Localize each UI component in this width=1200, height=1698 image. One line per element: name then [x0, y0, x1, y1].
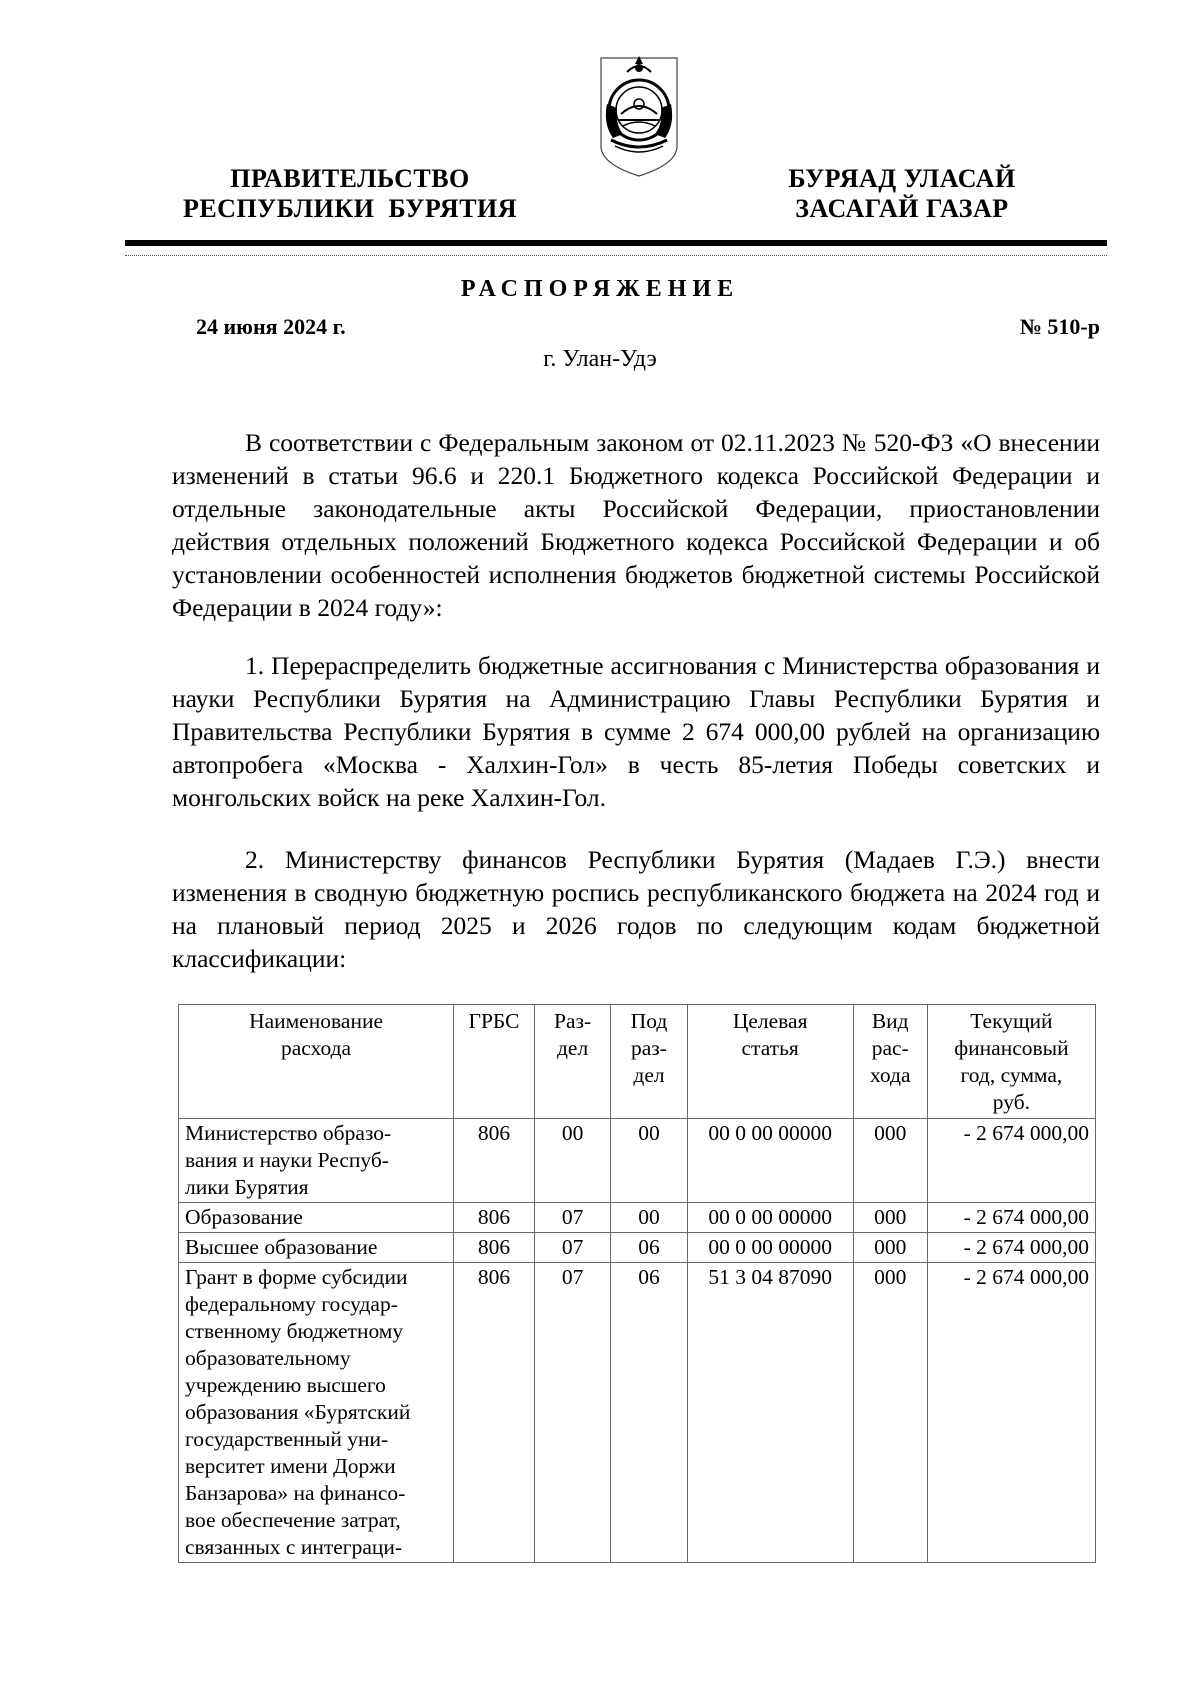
- cell-grbs: 806: [454, 1203, 535, 1233]
- cell-podrazdel: 00: [611, 1203, 687, 1233]
- document-place: г. Улан-Удэ: [543, 346, 657, 372]
- header-summa: Текущий финансовый год, сумма, руб.: [927, 1005, 1095, 1119]
- table-row: [179, 1203, 1096, 1233]
- preamble-paragraph: В соответствии с Федеральным законом от 02.11.2023 № 520-ФЗ «О внесении изменений в статьи 96.6 и 220.1 Бюджетного кодекса Российской Федерации и отдельные законодательные акты Российской Федерации, приостановлении действия отдельных положений Бюджетного кодекса Российской Федерации и об установлении особенностей исполнения бюджетов бюджетной системы Российской Федерации в 2024 году»:: [172, 428, 1100, 622]
- header-divider: [125, 240, 1107, 246]
- cell-name: Образование: [179, 1203, 454, 1233]
- cell-name: Министерство образо-вания и науки Респуб-лики Бурятия: [179, 1119, 454, 1203]
- table-row: [179, 1233, 1096, 1263]
- header-grbs: ГРБС: [454, 1005, 535, 1119]
- organization-name-ru-line1: ПРАВИТЕЛЬСТВО: [230, 164, 470, 193]
- cell-vid: 000: [853, 1233, 927, 1263]
- table-row: [179, 1263, 1096, 1563]
- cell-vid: 000: [853, 1119, 927, 1203]
- document-number: № 510-р: [1019, 314, 1100, 339]
- cell-grbs: 806: [454, 1263, 535, 1563]
- header-divider-thin: [125, 255, 1107, 256]
- cell-podrazdel: 06: [611, 1263, 687, 1563]
- organization-name-ru: [160, 164, 540, 224]
- organization-name-ru-line2: РЕСПУБЛИКИ БУРЯТИЯ: [182, 194, 518, 223]
- cell-grbs: 806: [454, 1233, 535, 1263]
- table-row: [179, 1119, 1096, 1203]
- cell-vid: 000: [853, 1263, 927, 1563]
- coat-of-arms-icon: [597, 54, 681, 178]
- cell-name: Высшее образование: [179, 1233, 454, 1263]
- header-razdel: Раз-дел: [534, 1005, 610, 1119]
- organization-name-bua-line1: БУРЯАД УЛАСАЙ: [788, 164, 1016, 193]
- table-header-row: [179, 1005, 1096, 1119]
- cell-podrazdel: 06: [611, 1233, 687, 1263]
- cell-summa: - 2 674 000,00: [927, 1119, 1095, 1203]
- cell-statya: 00 0 00 00000: [687, 1119, 853, 1203]
- cell-grbs: 806: [454, 1119, 535, 1203]
- cell-statya: 51 3 04 87090: [687, 1263, 853, 1563]
- cell-razdel: 07: [534, 1263, 610, 1563]
- cell-summa: - 2 674 000,00: [927, 1203, 1095, 1233]
- cell-name: Грант в форме субсидии федеральному государ-ственному бюджетному образовательному учреждению высшего образования «Бурятский государственный уни-верситет имени Доржи Банзарова» на финансо-вое обеспечение затрат, связанных с интеграци-: [179, 1263, 454, 1563]
- cell-vid: 000: [853, 1203, 927, 1233]
- header-statya: Целевая статья: [687, 1005, 853, 1119]
- cell-razdel: 07: [534, 1233, 610, 1263]
- item-1-paragraph: 1. Перераспределить бюджетные ассигнования с Министерства образования и науки Республики Бурятия на Администрацию Главы Республики Бурятия и Правительства Республики Бурятия в сумме 2 674 000,00 рублей на организацию автопробега «Москва - Халхин-Гол» в честь 85-летия Победы советских и монгольских войск на реке Халхин-Гол.: [172, 651, 1100, 812]
- budget-classification-table: [178, 1004, 1096, 1563]
- cell-razdel: 00: [534, 1119, 610, 1203]
- cell-statya: 00 0 00 00000: [687, 1233, 853, 1263]
- document-type: РАСПОРЯЖЕНИЕ: [460, 276, 740, 302]
- cell-statya: 00 0 00 00000: [687, 1203, 853, 1233]
- cell-summa: - 2 674 000,00: [927, 1263, 1095, 1563]
- organization-name-bua-line2: ЗАСАГАЙ ГАЗАР: [795, 194, 1009, 223]
- cell-razdel: 07: [534, 1203, 610, 1233]
- organization-name-bua: [752, 164, 1052, 224]
- document-date: 24 июня 2024 г.: [196, 314, 346, 339]
- header-name: Наименование расхода: [179, 1005, 454, 1119]
- cell-podrazdel: 00: [611, 1119, 687, 1203]
- item-2-paragraph: 2. Министерству финансов Республики Бурятия (Мадаев Г.Э.) внести изменения в сводную бюджетную роспись республиканского бюджета на 2024 год и на плановый период 2025 и 2026 годов по следующим кодам бюджетной классификации:: [172, 845, 1100, 973]
- cell-summa: - 2 674 000,00: [927, 1233, 1095, 1263]
- header-podrazdel: Под раз-дел: [611, 1005, 687, 1119]
- header-vid: Вид рас-хода: [853, 1005, 927, 1119]
